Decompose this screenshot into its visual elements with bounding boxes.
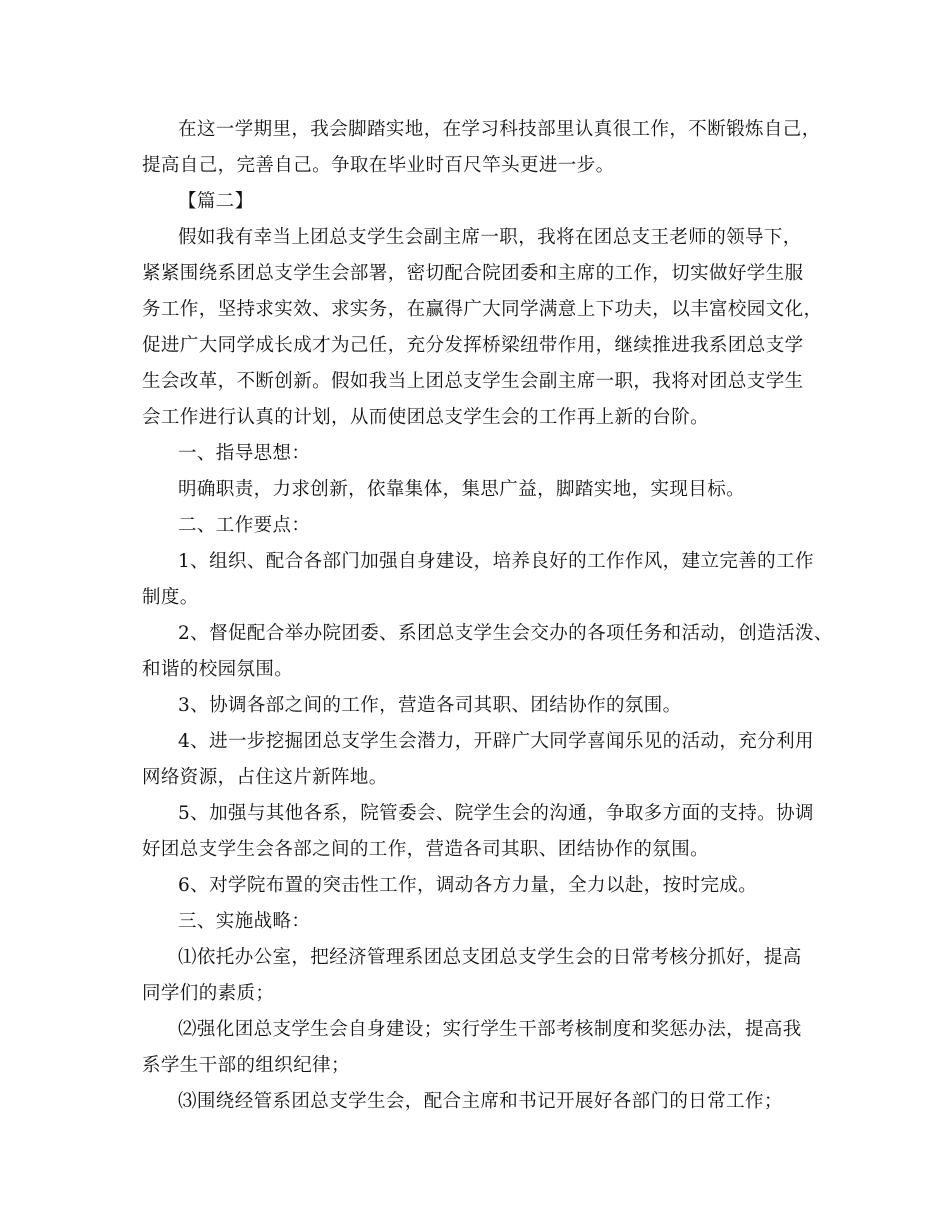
subheading: 三、实施战略： [178, 911, 311, 932]
text-line: 紧紧围绕系团总支学生会部署，密切配合院团委和主席的工作，切实做好学生服 [142, 263, 804, 284]
text-line: ⑶围绕经管系团总支学生会，配合主席和书记开展好各部门的日常工作； [178, 1091, 783, 1112]
text-line: ⑴依托办公室，把经济管理系团总支团总支学生会的日常考核分抓好，提高 [178, 947, 802, 968]
text-line: 生会改革，不断创新。假如我当上团总支学生会副主席一职，我将对团总支学生 [142, 371, 804, 392]
text-line: 1、组织、配合各部门加强自身建设，培养良好的工作作风，建立完善的工作 [178, 551, 814, 572]
text-line: 3、协调各部之间的工作，营造各司其职、团结协作的氛围。 [178, 695, 682, 716]
text-line: 明确职责，力求创新，依靠集体，集思广益，脚踏实地，实现目标。 [178, 479, 746, 500]
text-line: 同学们的素质； [142, 983, 275, 1004]
text-line: 制度。 [142, 587, 199, 608]
text-line: 假如我有幸当上团总支学生会副主席一职，我将在团总支王老师的领导下， [178, 227, 802, 248]
text-line: 系学生干部的组织纪律； [142, 1055, 350, 1076]
text-line: 促进广大同学成长成才为己任，充分发挥桥梁纽带作用，继续推进我系团总支学 [142, 335, 804, 356]
text-line: 好团总支学生会各部之间的工作，营造各司其职、团结协作的氛围。 [142, 839, 710, 860]
subheading: 一、指导思想： [178, 443, 311, 464]
text-line: 6、对学院布置的突击性工作，调动各方力量，全力以赴，按时完成。 [178, 875, 758, 896]
text-line: 5、加强与其他各系，院管委会、院学生会的沟通，争取多方面的支持。协调 [178, 803, 814, 824]
text-line: 务工作，坚持求实效、求实务，在赢得广大同学满意上下功夫，以丰富校园文化， [142, 299, 823, 320]
text-line: 2、督促配合举办院团委、系团总支学生会交办的各项任务和活动，创造活泼、 [178, 623, 833, 644]
text-line: 会工作进行认真的计划，从而使团总支学生会的工作再上新的台阶。 [142, 407, 710, 428]
text-line: ⑵强化团总支学生会自身建设；实行学生干部考核制度和奖惩办法，提高我 [178, 1019, 802, 1040]
text-line: 提高自己，完善自己。争取在毕业时百尺竿头更进一步。 [142, 155, 615, 176]
text-line: 在这一学期里，我会脚踏实地，在学习科技部里认真很工作，不断锻炼自己， [178, 119, 821, 140]
section-heading: 【篇二】 [178, 191, 254, 212]
text-line: 和谐的校园氛围。 [142, 659, 294, 680]
text-line: 4、进一步挖掘团总支学生会潜力，开辟广大同学喜闻乐见的活动，充分利用 [178, 731, 814, 752]
text-line: 网络资源，占住这片新阵地。 [142, 767, 388, 788]
subheading: 二、工作要点： [178, 515, 311, 536]
